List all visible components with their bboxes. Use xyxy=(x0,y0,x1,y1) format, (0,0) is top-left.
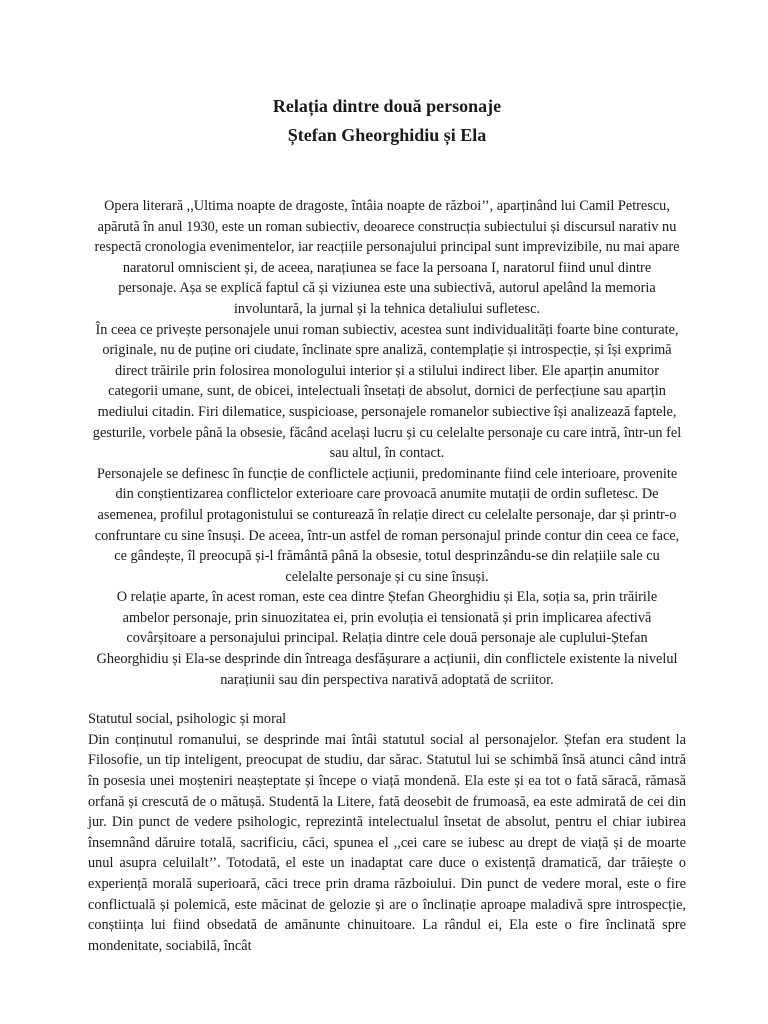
section-paragraph: Din conținutul romanului, se desprinde mai întâi statutul social al personajelor. Ștefan era student la Filosofie, un tip inteligent, preocupat de studiu, dar sărac. Statutul lui se schimbă însă atunci când intră în posesia unei moșteniri neașteptate și începe o viață mondenă. Ela este și ea tot o fată săracă, rămasă orfană și crescută de o mătușă. Studentă la Litere, fată deosebit de frumoasă, ea este admirată de cei din jur. Din punct de vedere psihologic, reprezintă intelectualul însetat de absolut, pentru el chiar iubirea însemnând dăruire totală, sacrificiu, căci, spunea el ,,cei care se iubesc au drept de viață și de moarte unul asupra celuilalt’’. Totodată, el este un inadaptat care duce o existență dramatică, dar trăiește o experiență morală superioară, căci trece prin drama războiului. Din punct de vedere moral, este o fire conflictuală și polemică, este măcinat de gelozie și are o înclinație aproape maladivă spre introspecție, conștiința lui fiind obsedată de amănunte chinuitoare. La rândul ei, Ela este o fire înclinată spre mondenitate, sociabilă, încât xyxy=(88,731,686,954)
document-title: Relația dintre două personaje xyxy=(272,96,502,116)
intro-paragraph-1: Opera literară ,,Ultima noapte de dragoste, întâia noapte de război’’, aparținând lui Camil Petrescu, apărută în anul 1930, este un roman subiectiv, deoarece construcția subiectului și discursul narativ nu respectă cronologia evenimentelor, iar reacțiile personajului principal sunt imprevizibile, nu mai apare naratorul omniscient și, de aceea, narațiunea se face la persoana I, naratorul fiind unul dintre personaje. Așa se explică faptul că și viziunea este una subiectivă, autorul apelând la memoria involuntară, la jurnal și la tehnica detaliului sufletesc. xyxy=(94,198,680,317)
document-title-block xyxy=(88,92,686,150)
body-section xyxy=(88,709,686,956)
intro-paragraph-3: Personajele se definesc în funcție de conflictele acțiunii, predominante fiind cele interioare, provenite din conștientizarea conflictelor exterioare care provoacă anumite mutații de ordin sufletesc. De asemenea, profilul protagonistului se conturează în relație direct cu celelalte personaje, dar și printr-o confruntare cu sine însuși. De aceea, într-un astfel de roman personajul prinde contur din ceea ce face, ce gândește, îl preocupă și-l frământă până la obsesie, totul desprinzându-se din relațiile sale cu celelalte personaje și cu sine însuși. xyxy=(94,465,680,585)
intro-paragraph-4: O relație aparte, în acest roman, este cea dintre Ștefan Gheorghidiu și Ela, soția sa, prin trăirile ambelor personaje, prin sinuozitatea ei, prin evoluția ei tensionată și prin implicarea afectivă covârșitoare a personajului principal. Relația dintre cele două personaje ale cuplului-Ștefan Gheorghidiu și Ela-se desprinde din întreaga desfășurare a acțiunii, din conflictele existente la nivelul narațiunii sau din perspectiva narativă adoptată de scriitor. xyxy=(96,589,678,688)
section-heading: Statutul social, psihologic și moral xyxy=(88,711,287,728)
document-subtitle: Ștefan Gheorghidiu și Ela xyxy=(287,125,487,145)
intro-section xyxy=(88,196,686,690)
intro-paragraph-2: În ceea ce privește personajele unui roman subiectiv, acestea sunt individualități foarte bine conturate, originale, nu de puține ori ciudate, înclinate spre analiză, contemplație și introspecție, și își exprimă direct trăirile prin folosirea monologului interior și a stilului indirect liber. Ele aparțin anumitor categorii umane, sunt, de obicei, intelectuali însetați de absolut, dornici de perfecțiune sau aparțin mediului citadin. Firi dilematice, suspicioase, personajele romanelor subiective își analizează faptele, gesturile, vorbele până la obsesie, făcând același lucru și cu celelalte personaje cu care intră, într-un fel sau altul, în contact. xyxy=(92,321,682,462)
